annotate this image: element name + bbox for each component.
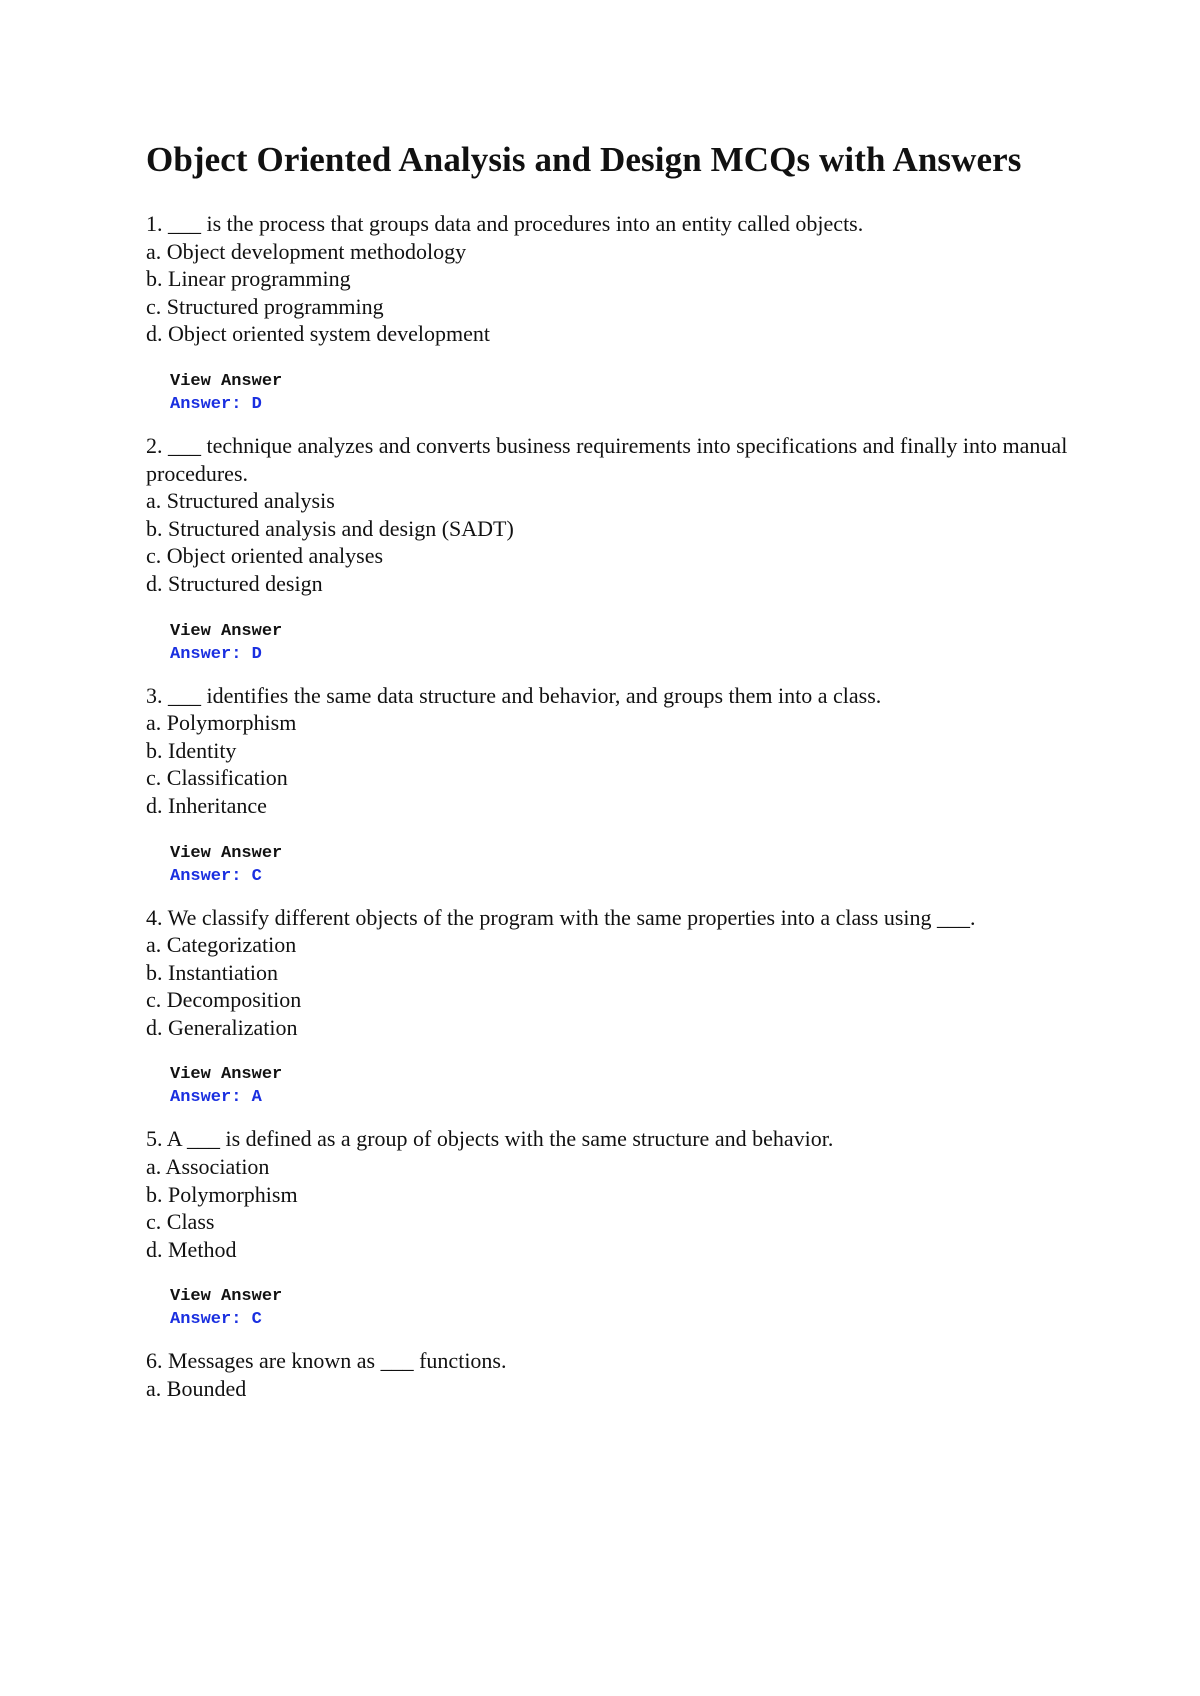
question-text: 1. ___ is the process that groups data and procedures into an entity called objects. [146, 211, 864, 236]
answer-block [170, 620, 1086, 666]
answer-label: Answer: [170, 866, 242, 886]
option-b: b. Linear programming [146, 266, 351, 292]
option-c: c. Decomposition [146, 987, 302, 1013]
answer-label: Answer: [170, 394, 242, 414]
options-list [146, 931, 1086, 1041]
answer-value: D [251, 644, 262, 664]
option-c: c. Object oriented analyses [146, 543, 384, 569]
answer-line [170, 393, 1086, 416]
answer-block [170, 1285, 1086, 1331]
answer-line [170, 1308, 1086, 1331]
option-c: c. Classification [146, 765, 288, 791]
document-page [146, 140, 1086, 1419]
view-answer-button[interactable]: View Answer [170, 371, 283, 391]
answer-line [170, 1086, 1086, 1109]
question-text: 2. ___ technique analyzes and converts business requirements into specifications and finally into manual procedures. [146, 432, 1068, 486]
answer-block [170, 370, 1086, 416]
option-d: d. Structured design [146, 570, 323, 596]
view-answer-button[interactable]: View Answer [170, 1287, 283, 1307]
question-5 [146, 1125, 1086, 1331]
options-list [146, 1375, 1086, 1403]
answer-line [170, 865, 1086, 888]
option-a: a. Polymorphism [146, 710, 297, 736]
option-b: b. Structured analysis and design (SADT) [146, 515, 514, 541]
options-list [146, 238, 1086, 348]
question-text: 4. We classify different objects of the program with the same properties into a class using ___. [146, 904, 976, 930]
answer-label: Answer: [170, 1310, 242, 1330]
options-list [146, 1153, 1086, 1263]
option-a: a. Association [146, 1154, 270, 1180]
answer-label: Answer: [170, 1088, 242, 1108]
options-list [146, 487, 1086, 597]
option-c: c. Structured programming [146, 293, 384, 319]
question-3 [146, 682, 1086, 888]
view-answer-button[interactable]: View Answer [170, 621, 283, 641]
option-d: d. Method [146, 1236, 237, 1262]
question-4 [146, 904, 1086, 1110]
answer-block [170, 1063, 1086, 1109]
answer-line [170, 643, 1086, 666]
option-a: a. Object development methodology [146, 238, 467, 264]
option-d: d. Generalization [146, 1014, 298, 1040]
answer-value: A [251, 1088, 262, 1108]
option-a: a. Categorization [146, 932, 297, 958]
page-title: Object Oriented Analysis and Design MCQs with Answers [146, 140, 1022, 179]
answer-block [170, 842, 1086, 888]
view-answer-button[interactable]: View Answer [170, 843, 283, 863]
question-2 [146, 432, 1086, 666]
question-6 [146, 1347, 1086, 1402]
question-1 [146, 210, 1086, 416]
question-text: 6. Messages are known as ___ functions. [146, 1348, 507, 1374]
option-c: c. Class [146, 1209, 215, 1235]
answer-value: D [251, 394, 262, 414]
option-d: d. Object oriented system development [146, 321, 490, 347]
question-text: 5. A ___ is defined as a group of objects with the same structure and behavior. [146, 1126, 834, 1152]
option-b: b. Polymorphism [146, 1181, 298, 1207]
option-a: a. Structured analysis [146, 488, 335, 514]
answer-value: C [251, 866, 262, 886]
option-b: b. Instantiation [146, 959, 278, 985]
option-a: a. Bounded [146, 1376, 247, 1402]
options-list [146, 709, 1086, 819]
answer-label: Answer: [170, 644, 242, 664]
view-answer-button[interactable]: View Answer [170, 1065, 283, 1085]
question-text: 3. ___ identifies the same data structure and behavior, and groups them into a class. [146, 682, 882, 708]
option-b: b. Identity [146, 737, 237, 763]
option-d: d. Inheritance [146, 792, 267, 818]
answer-value: C [251, 1310, 262, 1330]
